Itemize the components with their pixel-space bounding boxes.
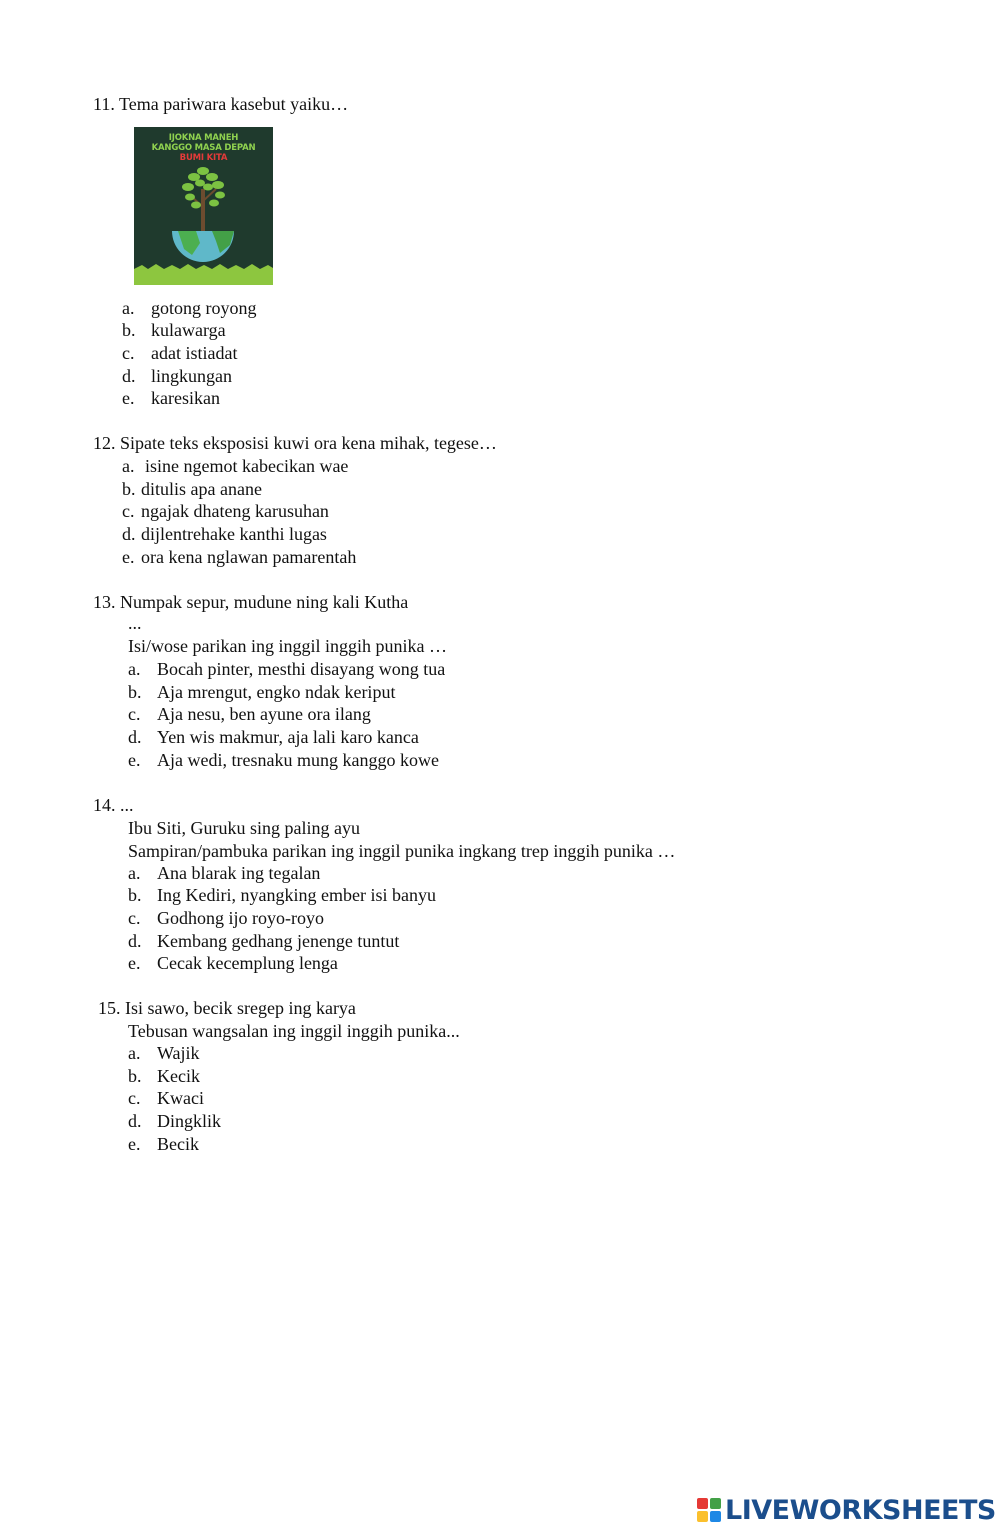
option-14c: c. Godhong ijo royo-royo xyxy=(128,908,324,928)
option-12b: b. ditulis apa anane xyxy=(122,479,262,499)
question-13-prompt: Isi/wose parikan ing inggil inggih punika … xyxy=(128,636,447,656)
option-11b: b. kulawarga xyxy=(122,320,226,340)
environment-poster-image xyxy=(134,127,273,285)
option-15e: e. Becik xyxy=(128,1134,199,1154)
liveworksheets-logo[interactable] xyxy=(697,1493,996,1527)
option-14d: d. Kembang gedhang jenenge tuntut xyxy=(128,931,400,951)
logo-square-red xyxy=(697,1498,708,1509)
option-13b: b. Aja mrengut, engko ndak keriput xyxy=(128,682,396,702)
question-14-prompt: Sampiran/pambuka parikan ing inggil punika ingkang trep inggih punika … xyxy=(128,841,676,861)
question-11-text: 11. Tema pariwara kasebut yaiku… xyxy=(93,94,349,114)
option-13a: a. Bocah pinter, mesthi disayang wong tua xyxy=(128,659,446,679)
option-14b: b. Ing Kediri, nyangking ember isi banyu xyxy=(128,885,436,905)
option-12a: a. isine ngemot kabecikan wae xyxy=(122,456,349,476)
logo-square-yellow xyxy=(697,1511,708,1522)
option-13e: e. Aja wedi, tresnaku mung kanggo kowe xyxy=(128,750,439,770)
liveworksheets-logo-icon xyxy=(697,1498,721,1522)
question-14-line2: Ibu Siti, Guruku sing paling ayu xyxy=(128,818,360,838)
question-15-text: 15. Isi sawo, becik sregep ing karya xyxy=(98,998,356,1018)
option-12e: e. ora kena nglawan pamarentah xyxy=(122,547,357,567)
option-15c: c. Kwaci xyxy=(128,1088,204,1108)
option-14e: e. Cecak kecemplung lenga xyxy=(128,953,338,973)
option-12c: c. ngajak dhateng karusuhan xyxy=(122,501,329,521)
option-11c: c. adat istiadat xyxy=(122,343,238,363)
option-12d: d. dijlentrehake kanthi lugas xyxy=(122,524,327,544)
liveworksheets-logo-text: LIVEWORKSHEETS xyxy=(725,1494,996,1526)
option-11e: e. karesikan xyxy=(122,388,220,408)
poster-line-1: IJOKNA MANEH xyxy=(168,133,239,143)
option-11a: a. gotong royong xyxy=(122,298,257,318)
option-11d: d. lingkungan xyxy=(122,366,232,386)
question-12-text: 12. Sipate teks eksposisi kuwi ora kena mihak, tegese… xyxy=(93,433,497,453)
poster-line-3: BUMI KITA xyxy=(179,153,228,163)
question-15-prompt: Tebusan wangsalan ing inggil inggih punika... xyxy=(128,1021,460,1041)
logo-square-blue xyxy=(710,1511,721,1522)
option-15a: a. Wajik xyxy=(128,1043,200,1063)
option-13c: c. Aja nesu, ben ayune ora ilang xyxy=(128,704,371,724)
option-13d: d. Yen wis makmur, aja lali karo kanca xyxy=(128,727,419,747)
poster-line-2: KANGGO MASA DEPAN xyxy=(151,143,256,153)
logo-square-green xyxy=(710,1498,721,1509)
poster-headline xyxy=(134,133,273,153)
option-15d: d. Dingklik xyxy=(128,1111,222,1131)
option-14a: a. Ana blarak ing tegalan xyxy=(128,863,321,883)
question-13-ellipsis: ... xyxy=(128,613,142,633)
question-14-text: 14. ... xyxy=(93,795,134,815)
option-15b: b. Kecik xyxy=(128,1066,200,1086)
question-13-text: 13. Numpak sepur, mudune ning kali Kutha xyxy=(93,592,409,612)
